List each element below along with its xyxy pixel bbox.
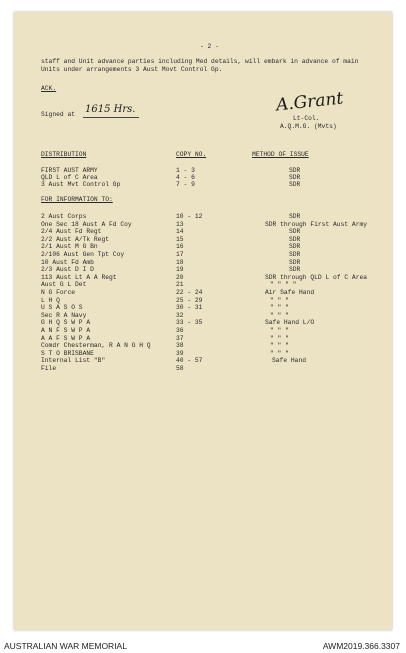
table-row xyxy=(14,350,392,357)
table-row xyxy=(14,213,392,220)
recipient-cell: 2 Aust Corps xyxy=(41,213,87,220)
table-row xyxy=(14,281,392,288)
method-cell: " " " xyxy=(270,311,289,319)
recipient-cell: 2/4 Aust Fd Regt xyxy=(41,228,102,236)
copy-no-cell: 39 xyxy=(176,349,184,357)
method-cell: SDR through QLD L of C Area xyxy=(265,273,368,281)
method-cell: " " " xyxy=(270,304,289,312)
copy-no-cell: 7 - 9 xyxy=(176,181,195,189)
copy-no-cell: 1 - 3 xyxy=(176,167,195,174)
page-number: - 2 - xyxy=(200,43,219,50)
recipient-cell: A A F S W P A xyxy=(41,334,91,342)
recipient-cell: 10 Aust Fd Amb xyxy=(41,258,94,266)
distribution-header: DISTRIBUTION xyxy=(41,151,87,158)
table-row xyxy=(14,251,392,258)
recipient-cell: U S A S O S xyxy=(41,304,83,312)
footer-left: AUSTRALIAN WAR MEMORIAL xyxy=(4,641,127,651)
recipient-cell: N G Force xyxy=(41,289,76,296)
recipient-cell: Internal List "B" xyxy=(41,357,106,365)
table-row xyxy=(14,297,392,304)
copy-no-cell: 13 xyxy=(176,220,184,228)
recipient-cell: G H Q S W P A xyxy=(41,319,91,327)
recipient-cell: Aust G L Det xyxy=(41,281,87,289)
time-underline xyxy=(83,117,139,118)
copy-no-cell: 4 - 6 xyxy=(176,174,195,182)
method-cell: " " " xyxy=(270,327,289,334)
recipient-cell: 3 Aust Mvt Control Gp xyxy=(41,181,121,189)
info-heading: FOR INFORMATION TO: xyxy=(41,196,113,203)
table-row xyxy=(14,357,392,364)
table-row xyxy=(14,319,392,326)
method-cell: SDR xyxy=(289,251,301,258)
table-row xyxy=(14,266,392,273)
intro-line-2: Units under arrangements 3 Aust Movt Control Gp. xyxy=(41,66,223,73)
copy-no-cell: 20 xyxy=(176,273,184,281)
method-cell: Air Safe Hand xyxy=(265,289,315,296)
recipient-cell: FIRST AUST ARMY xyxy=(41,167,98,174)
recipient-cell: One Sec 18 Aust A Fd Coy xyxy=(41,220,132,228)
method-cell: SDR xyxy=(289,243,301,251)
table-row xyxy=(14,243,392,250)
method-header: METHOD OF ISSUE xyxy=(252,151,309,158)
signed-time: 1615 Hrs. xyxy=(85,104,136,115)
copy-no-cell: 14 xyxy=(176,228,184,236)
copy-no-cell: 15 xyxy=(176,235,184,243)
method-cell: SDR through First Aust Army xyxy=(265,220,368,228)
copy-no-cell: 17 xyxy=(176,251,184,258)
table-row xyxy=(14,312,392,319)
table-row xyxy=(14,289,392,296)
table-row xyxy=(14,181,392,188)
table-row xyxy=(14,342,392,349)
copy-no-cell: 37 xyxy=(176,334,184,342)
table-row xyxy=(14,274,392,281)
copy-no-cell: 22 - 24 xyxy=(176,289,203,296)
table-row xyxy=(14,228,392,235)
method-cell: SDR xyxy=(289,235,301,243)
copy-no-cell: 19 xyxy=(176,266,184,274)
copy-no-header: COPY NO. xyxy=(176,151,207,158)
table-row xyxy=(14,365,392,372)
handwritten-signature: A.Grant xyxy=(275,88,345,116)
copy-no-cell: 32 xyxy=(176,311,184,319)
recipient-cell: QLD L of C Area xyxy=(41,174,98,182)
table-row xyxy=(14,335,392,342)
table-row xyxy=(14,304,392,311)
signed-at-label: Signed at xyxy=(41,111,76,118)
table-row xyxy=(14,221,392,228)
method-cell: SDR xyxy=(289,174,301,182)
copy-no-cell: 16 xyxy=(176,243,184,251)
method-cell: Safe Hand xyxy=(272,357,307,365)
copy-no-cell: 40 - 57 xyxy=(176,357,203,365)
recipient-cell: Comdr Chesterman, R A N G H Q xyxy=(41,342,151,350)
copy-no-cell: 25 - 29 xyxy=(176,296,203,304)
copy-no-cell: 36 xyxy=(176,327,184,334)
signer-rank: Lt-Col. xyxy=(293,115,320,122)
recipient-cell: S T O BRISBANE xyxy=(41,349,94,357)
table-row xyxy=(14,236,392,243)
recipient-cell: 2/3 Aust D I D xyxy=(41,266,94,274)
method-cell: SDR xyxy=(289,213,301,220)
ack-label: ACK. xyxy=(41,85,57,92)
method-cell: SDR xyxy=(289,228,301,236)
document-page xyxy=(14,12,392,630)
method-cell: " " " " xyxy=(270,281,297,289)
copy-no-cell: 10 - 12 xyxy=(176,213,203,220)
intro-line-1: staff and Unit advance parties including Med details, will embark in advance of main xyxy=(41,58,359,65)
table-row xyxy=(14,259,392,266)
table-row xyxy=(14,174,392,181)
recipient-cell: 2/106 Aust Gen Tpt Coy xyxy=(41,251,125,258)
recipient-cell: 2/1 Aust M G Bn xyxy=(41,243,98,251)
method-cell: " " " xyxy=(270,349,289,357)
method-cell: SDR xyxy=(289,266,301,274)
copy-no-cell: 18 xyxy=(176,258,184,266)
method-cell: SDR xyxy=(289,258,301,266)
recipient-cell: L H Q xyxy=(41,296,60,304)
method-cell: " " " xyxy=(270,342,289,350)
copy-no-cell: 21 xyxy=(176,281,184,289)
copy-no-cell: 58 xyxy=(176,365,184,372)
copy-no-cell: 38 xyxy=(176,342,184,350)
method-cell: SDR xyxy=(289,181,301,189)
copy-no-cell: 30 - 31 xyxy=(176,304,203,312)
method-cell: Safe Hand L/O xyxy=(265,319,315,327)
table-row xyxy=(14,327,392,334)
copy-no-cell: 33 - 35 xyxy=(176,319,203,327)
table-row xyxy=(14,167,392,174)
method-cell: " " " xyxy=(270,296,289,304)
signer-appointment: A.Q.M.G. (Mvts) xyxy=(280,123,337,130)
recipient-cell: File xyxy=(41,365,57,372)
recipient-cell: 2/2 Aust A/Tk Regt xyxy=(41,235,110,243)
method-cell: " " " xyxy=(270,334,289,342)
recipient-cell: Sec R A Navy xyxy=(41,311,87,319)
recipient-cell: A N F S W P A xyxy=(41,327,91,334)
method-cell: SDR xyxy=(289,167,301,174)
recipient-cell: 113 Aust Lt A A Regt xyxy=(41,273,117,281)
footer-right: AWM2019.366.3307 xyxy=(322,641,400,651)
